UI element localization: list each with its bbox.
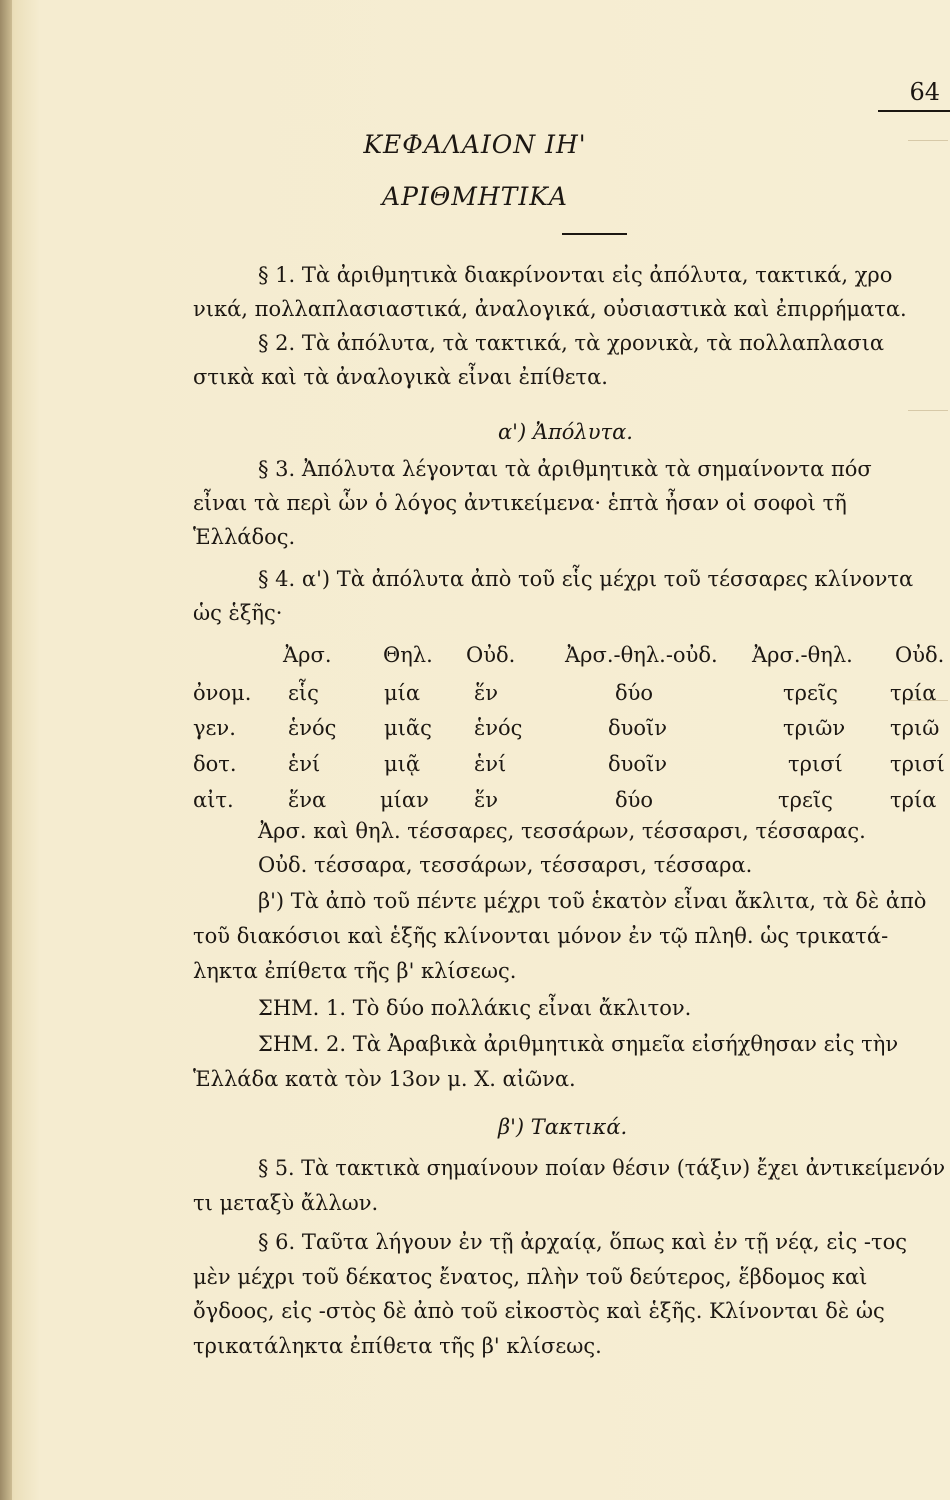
text-line: β') Τὰ ἀπὸ τοῦ πέντε μέχρι τοῦ ἑκατὸν εἶναι ἄκλιτα, τὰ δὲ ἀπὸ [258, 889, 927, 913]
text-line: στικὰ καὶ τὰ ἀναλογικὰ εἶναι ἐπίθετα. [193, 365, 608, 389]
table-cell: δυοῖν [608, 716, 668, 740]
table-cell: τρισί [890, 752, 945, 776]
chapter-title: ΚΕΦΑΛΑΙΟΝ ΙΗ' [363, 130, 587, 159]
table-cell: τρία [890, 788, 937, 812]
text-line: § 5. Τὰ τακτικὰ σημαίνουν ποίαν θέσιν (τάξιν) ἔχει ἀντικείμενόν [258, 1156, 946, 1180]
page-number: 64 [909, 78, 940, 106]
table-cell: ἑνός [288, 716, 337, 740]
text-line: Ἑλλάδα κατὰ τὸν 13ον μ. Χ. αἰῶνα. [193, 1067, 576, 1091]
text-line: εἶναι τὰ περὶ ὧν ὁ λόγος ἀντικείμενα· ἑπτὰ ἦσαν οἱ σοφοὶ τῆ [193, 491, 847, 515]
section-heading: β') Τακτικά. [498, 1115, 628, 1139]
title-divider [562, 233, 627, 235]
table-cell: δύο [615, 788, 654, 812]
table-cell: ἕν [474, 681, 499, 705]
table-cell: ἑνί [288, 752, 321, 776]
text-line: § 2. Τὰ ἀπόλυτα, τὰ τακτικά, τὰ χρονικὰ, τὰ πολλαπλασια [258, 331, 885, 355]
table-header: Θηλ. [383, 643, 433, 667]
text-line: τοῦ διακόσιοι καὶ ἑξῆς κλίνονται μόνον ἐν τῷ πληθ. ὡς τρικατά- [193, 924, 889, 948]
table-cell: ἑνί [474, 752, 507, 776]
table-cell: μιᾷ [384, 752, 421, 776]
table-cell: μιᾶς [384, 716, 432, 740]
table-cell: δυοῖν [608, 752, 668, 776]
text-line: τι μεταξὺ ἄλλων. [193, 1191, 379, 1215]
table-cell: τρεῖς [783, 681, 838, 705]
table-cell: ἕν [474, 788, 499, 812]
text-line: ληκτα ἐπίθετα τῆς β' κλίσεως. [193, 959, 517, 983]
table-header: Ἀρσ.-θηλ. [752, 643, 853, 667]
bleed-through-mark [908, 410, 948, 411]
table-cell: τρία [890, 681, 937, 705]
text-line: ΣΗΜ. 2. Τὰ Ἀραβικὰ ἀριθμητικὰ σημεῖα εἰσήχθησαν εἰς τὴν [258, 1032, 899, 1056]
table-cell: τριῶ [890, 716, 940, 740]
chapter-subtitle: ΑΡΙΘΜΗΤΙΚΑ [382, 182, 568, 211]
table-header: Οὐδ. [895, 643, 945, 667]
section-heading: α') Ἀπόλυτα. [498, 420, 633, 444]
text-line: Ἑλλάδος. [193, 525, 296, 549]
table-cell: τρισί [788, 752, 843, 776]
page-gutter [0, 0, 12, 1500]
table-row-label: αἰτ. [193, 788, 234, 812]
table-row-label: δοτ. [193, 752, 237, 776]
text-line: ὡς ἑξῆς· [193, 601, 283, 625]
text-line: § 3. Ἀπόλυτα λέγονται τὰ ἀριθμητικὰ τὰ σημαίνοντα πόσ [258, 457, 872, 481]
page-number-rule [878, 110, 950, 112]
text-line: Οὐδ. τέσσαρα, τεσσάρων, τέσσαρσι, τέσσαρα. [258, 853, 753, 877]
table-header: Οὐδ. [466, 643, 516, 667]
text-line: Ἀρσ. καὶ θηλ. τέσσαρες, τεσσάρων, τέσσαρσι, τέσσαρας. [258, 819, 866, 843]
table-cell: τρεῖς [778, 788, 833, 812]
text-line: § 4. α') Τὰ ἀπόλυτα ἀπὸ τοῦ εἷς μέχρι τοῦ τέσσαρες κλίνοντα [258, 567, 914, 591]
table-cell: εἷς [288, 681, 319, 705]
text-line: ΣΗΜ. 1. Τὸ δύο πολλάκις εἶναι ἄκλιτον. [258, 996, 692, 1020]
table-cell: μίαν [380, 788, 429, 812]
table-cell: δύο [615, 681, 654, 705]
table-cell: ἕνα [288, 788, 327, 812]
table-row-label: ὀνομ. [193, 681, 252, 705]
text-line: μὲν μέχρι τοῦ δέκατος ἔνατος, πλὴν τοῦ δεύτερος, ἕβδομος καὶ [193, 1265, 868, 1289]
table-cell: μία [384, 681, 421, 705]
text-line: ὄγδοος, εἰς -στὸς δὲ ἀπὸ τοῦ εἰκοστὸς καὶ ἑξῆς. Κλίνονται δὲ ὡς [193, 1299, 885, 1323]
table-header: Ἀρσ.-θηλ.-οὐδ. [565, 643, 718, 667]
table-cell: ἑνός [474, 716, 523, 740]
table-row-label: γεν. [193, 716, 236, 740]
table-header: Ἀρσ. [283, 643, 332, 667]
text-line: § 1. Τὰ ἀριθμητικὰ διακρίνονται εἰς ἀπόλυτα, τακτικά, χρο [258, 263, 893, 287]
text-line: τρικατάληκτα ἐπίθετα τῆς β' κλίσεως. [193, 1334, 602, 1358]
text-line: § 6. Ταῦτα λήγουν ἐν τῇ ἀρχαίᾳ, ὅπως καὶ ἐν τῇ νέᾳ, εἰς -τος [258, 1230, 908, 1254]
text-line: νικά, πολλαπλασιαστικά, ἀναλογικά, οὐσιαστικὰ καὶ ἐπιρρήματα. [193, 297, 907, 321]
table-cell: τριῶν [783, 716, 846, 740]
